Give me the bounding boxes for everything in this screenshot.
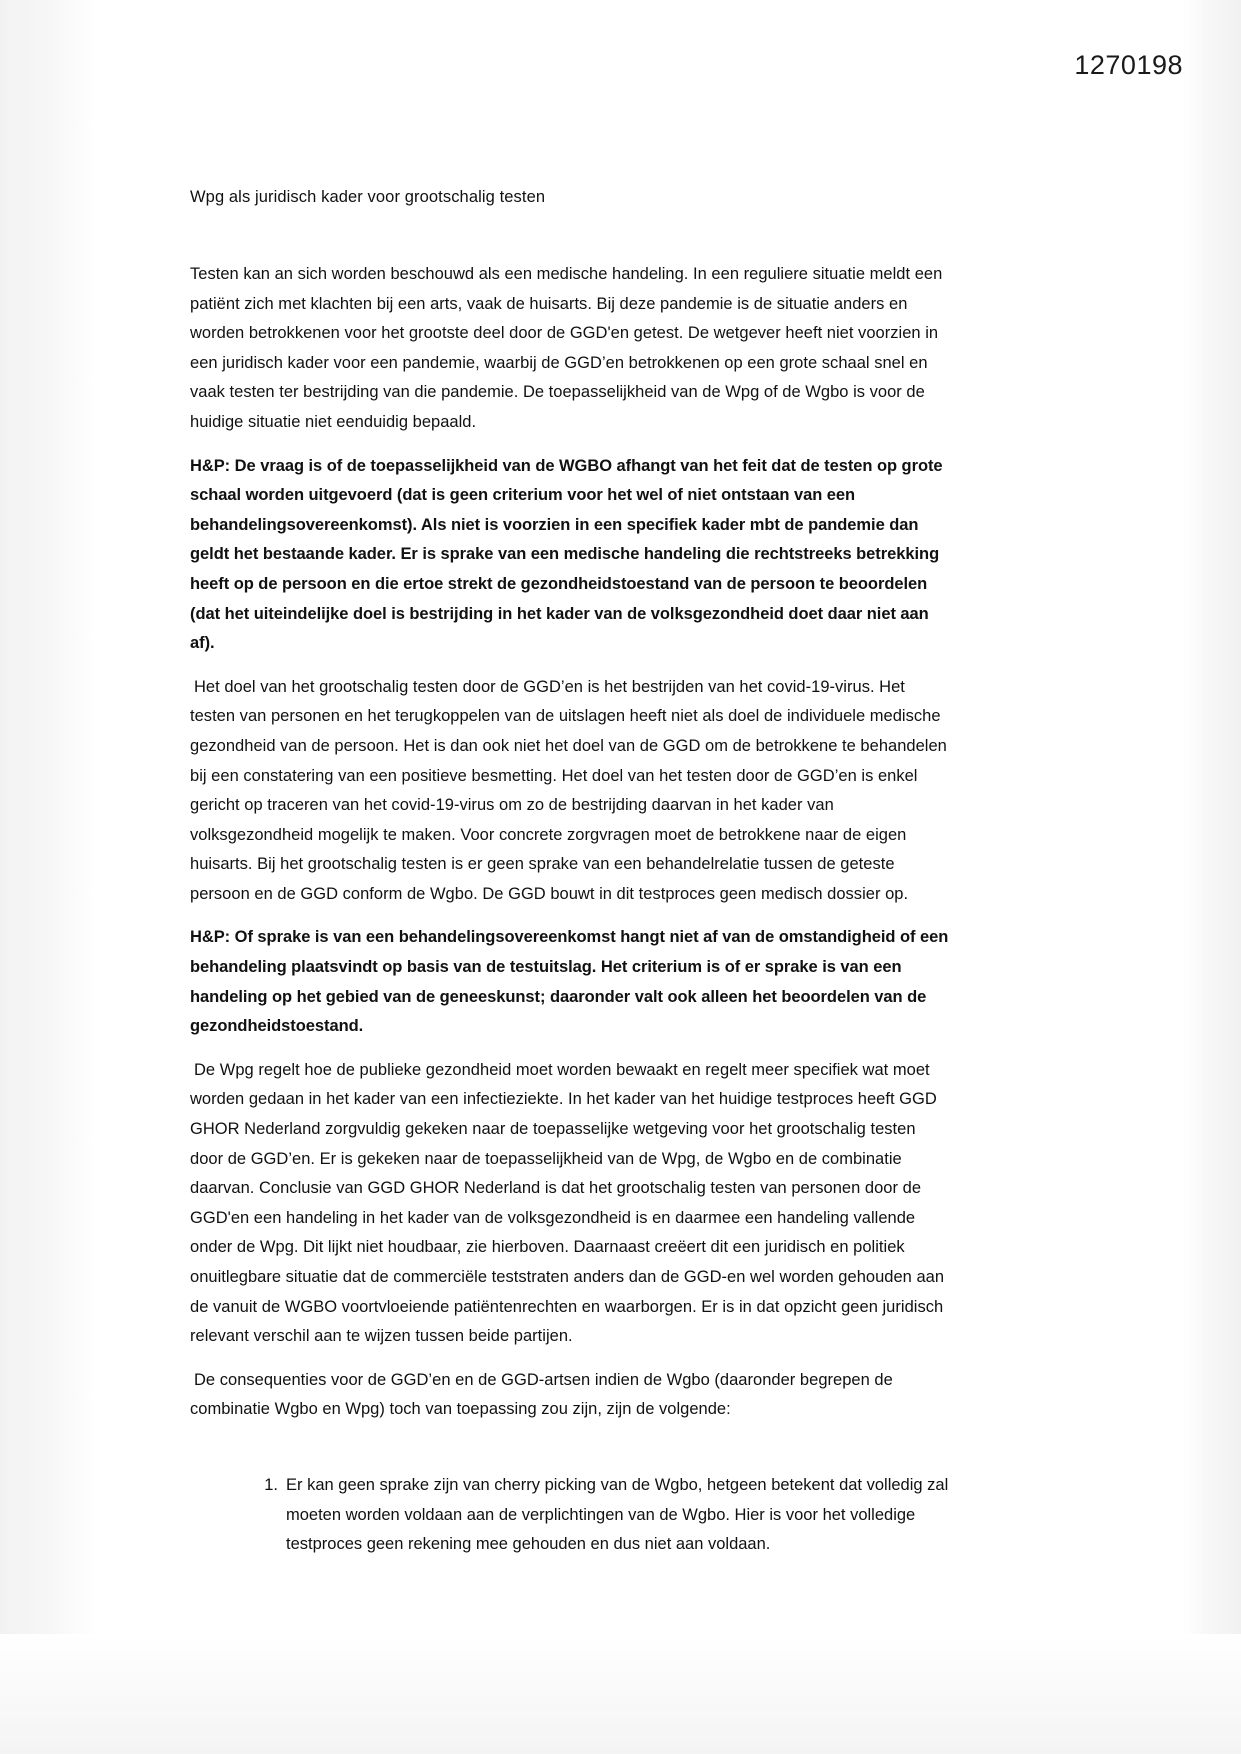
list-item: Er kan geen sprake zijn van cherry picking van de Wgbo, hetgeen betekent dat volledig zal moeten worden voldaan aan de verplichtingen van de Wgbo. Hier is voor het volledige testproces geen rekening mee gehouden en dus niet aan voldaan.	[286, 1475, 949, 1554]
paragraph-hp-comment-2: H&P: Of sprake is van een behandelingsovereenkomst hangt niet af van de omstandigheid of een behandeling plaatsvindt op basis van de testuitslag. Het criterium is of er sprake is van een handeling op het gebied van de geneeskunst; daaronder valt ook alleen het beoordelen van de gezondheidstoestand.	[190, 928, 949, 1036]
document-content	[190, 186, 950, 1574]
scan-edge-bottom	[0, 1634, 1241, 1754]
paragraph-consequenties-intro: De consequenties voor de GGD’en en de GGD-artsen indien de Wgbo (daaronder begrepen de combinatie Wgbo en Wpg) toch van toepassing zou zijn, zijn de volgende:	[190, 1370, 893, 1419]
paragraph-hp-comment-1: H&P: De vraag is of de toepasselijkheid van de WGBO afhangt van het feit dat de testen op grote schaal worden uitgevoerd (dat is geen criterium voor het wel of niet ontstaan van een behandelingsovereenkomst). Als niet is voorzien in een specifiek kader mbt de pandemie dan geldt het bestaande kader. Er is sprake van een medische handeling die rechtstreeks betrekking heeft op de persoon en die ertoe strekt de gezondheidstoestand van de persoon te beoordelen (dat het uiteindelijke doel is bestrijding in het kader van de volksgezondheid doet daar niet aan af).	[190, 456, 943, 653]
paragraph-wpg-regelt: De Wpg regelt hoe de publieke gezondheid moet worden bewaakt en regelt meer specifiek wat moet worden gedaan in het kader van een infectieziekte. In het kader van het huidige testproces heeft GGD GHOR Nederland zorgvuldig gekeken naar de toepasselijke wetgeving voor het grootschalig testen door de GGD’en. Er is gekeken naar de toepasselijkheid van de Wpg, de Wgbo en de combinatie daarvan. Conclusie van GGD GHOR Nederland is dat het grootschalig testen van personen door de GGD'en een handeling in het kader van de volksgezondheid is en daarmee een handeling vallende onder de Wpg. Dit lijkt niet houdbaar, zie hierboven. Daarnaast creëert dit een juridisch en politiek onuitlegbare situatie dat de commerciële teststraten anders dan de GGD-en wel worden gehouden aan de vanuit de WGBO voortvloeiende patiëntenrechten en waarborgen. Er is in dat opzicht geen juridisch relevant verschil aan te wijzen tussen beide partijen.	[190, 1060, 945, 1346]
scan-edge-left	[0, 0, 96, 1754]
document-number: 1270198	[1074, 50, 1183, 80]
scan-edge-right	[1183, 0, 1241, 1754]
paragraph-doel-grootschalig-testen: Het doel van het grootschalig testen door de GGD’en is het bestrijden van het covid-19-virus. Het testen van personen en het terugkoppelen van de uitslagen heeft niet als doel de individuele medische gezondheid van de persoon. Het is dan ook niet het doel van de GGD om de betrokkene te behandelen bij een constatering van een positieve besmetting. Het doel van het testen door de GGD’en is enkel gericht op traceren van het covid-19-virus om zo de bestrijding daarvan in het kader van volksgezondheid mogelijk te maken. Voor concrete zorgvragen moet de betrokkene naar de eigen huisarts. Bij het grootschalig testen is er geen sprake van een behandelrelatie tussen de geteste persoon en de GGD conform de Wgbo. De GGD bouwt in dit testproces geen medisch dossier op.	[190, 677, 947, 903]
consequences-list	[190, 1471, 950, 1560]
paragraph-intro: Testen kan an sich worden beschouwd als een medische handeling. In een reguliere situatie meldt een patiënt zich met klachten bij een arts, vaak de huisarts. Bij deze pandemie is de situatie anders en worden betrokkenen voor het grootste deel door de GGD'en getest. De wetgever heeft niet voorzien in een juridisch kader voor een pandemie, waarbij de GGD’en betrokkenen op een grote schaal snel en vaak testen ter bestrijding van die pandemie. De toepasselijkheid van de Wpg of de Wgbo is voor de huidige situatie niet eenduidig bepaald.	[190, 265, 943, 431]
page-title: Wpg als juridisch kader voor grootschalig testen	[190, 188, 546, 206]
